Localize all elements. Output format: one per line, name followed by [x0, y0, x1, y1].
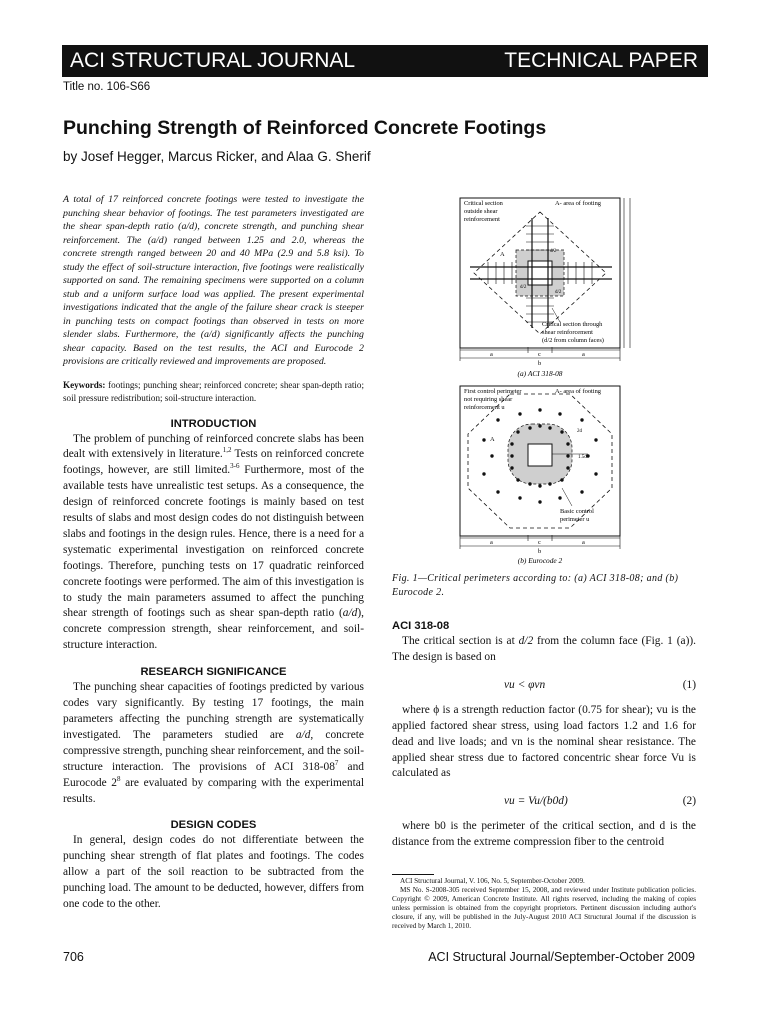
- fig-b-2d: 2d: [577, 429, 582, 434]
- fig-a-dim-b: b: [538, 360, 542, 367]
- fig-a-caption: (a) ACI 318-08: [517, 369, 563, 378]
- figure-1b-eurocode: [460, 386, 620, 565]
- fig-b-first-control-3: reinforcement u: [464, 404, 505, 411]
- figure-1a-aci: [460, 198, 630, 378]
- design-codes-heading: DESIGN CODES: [170, 819, 257, 832]
- fig-a-dim-a-right: a: [582, 351, 585, 358]
- aci-paragraph-1: The critical section is at d/2 from the column face (Fig. 1 (a)). The design is based on: [392, 635, 696, 663]
- fig-a-dim-a-left: a: [490, 351, 493, 358]
- page-footer: [63, 950, 695, 964]
- fig-b-dim-a-left: a: [490, 539, 493, 546]
- aci-paragraph-2: where ϕ is a strength reduction factor (0.75 for shear); vu is the applied factored shear stress, using load factors 1.2 and 1.6 for dead and live loads; and vn is the nominal shear resistance. The applied shear stress due to factored concentric shear force Vu is calculated as: [392, 703, 696, 780]
- authors: by Josef Hegger, Marcus Ricker, and Alaa G. Sherif: [63, 149, 371, 164]
- introduction-paragraph: The problem of punching of reinforced concrete slabs has been dealt with extensively in literature.$^{1,2}$ Tests on reinforced concrete footings, however, are still limited.$^{3-6}$ Furthermore, most of the available tests have unrealistic test setups. As a consequence, the design of reinforced concrete footings is mainly based on test results of slabs and most design codes do not distinguish between slabs and footings in the design rules. Hence, there is a need for a systematic experimental investigation on reinforced concrete footings. Therefore, punching tests on 17 quadratic reinforced concrete footings were performed. The aim of this investigation is to study the main parameters assumed to affect the punching shear strength of footings such as shear span-depth ratio (a/d), concrete compression strength, shear reinforcement, and soil-structure interaction.: [63, 432, 364, 652]
- equation-2-number: (2): [682, 795, 696, 808]
- aci-heading: ACI 318-08: [392, 620, 450, 632]
- fig-b-caption: (b) Eurocode 2: [517, 556, 563, 565]
- equation-1: [392, 679, 696, 691]
- fig-b-basic-control-2: perimeter u: [560, 516, 590, 523]
- journal-banner: [62, 45, 708, 77]
- fig-a-dim-c: c: [538, 351, 541, 358]
- fig-a-critical-through-2: shear reinforcement: [542, 329, 593, 336]
- left-column: [63, 193, 364, 913]
- fig-a-critical-outside-3: reinforcement: [464, 216, 500, 223]
- fig-a-d2-3: d/2: [555, 290, 562, 295]
- fig-b-ac-label: A: [490, 436, 495, 443]
- fig-b-dim-a-right: a: [582, 539, 585, 546]
- fig-a-d2-1: d/2: [550, 249, 557, 254]
- fig-a-d2-2: d/2: [520, 285, 527, 290]
- research-significance-paragraph: The punching shear capacities of footings predicted by various codes vary significantly. By testing 17 footings, the main parameters affecting the punching strength are systematically investigated. The parameters studied are a/d, concrete compressive strength, punching shear reinforcement, and the soil-structure interaction. The provisions of ACI $318-08^7$ and Eurocode $2^8$ are evaluated by comparing with the experimental results.: [63, 681, 365, 805]
- equation-2: [392, 795, 696, 807]
- research-significance-heading: RESEARCH SIGNIFICANCE: [140, 666, 287, 679]
- keywords-text: footings; punching shear; reinforced concrete; shear span-depth ratio; soil pressure redistribution; soil-structure interaction.: [63, 379, 364, 403]
- introduction-heading: INTRODUCTION: [170, 417, 257, 430]
- fig-b-15d: 1.5d: [578, 455, 587, 460]
- fig-b-dim-c: c: [538, 539, 541, 546]
- abstract: A total of 17 reinforced concrete footings were tested to investigate the punching shear behavior of footings. The test parameters investigated are the shear span-depth ratio (a/d), concrete strength, and punching shear reinforcement. The (a/d) ranged between 1.25 and 2.0, whereas the concrete strength ranged between 20 and 40 MPa (2.9 and 5.8 ksi). To study the effect of soil-structure interaction, five footings were realistically supported on sand. The remaining specimens were supported on a column stub and a uniform surface load was applied. The present experimental investigations indicated that the angle of the failure shear crack is steeper in punching tests on compact footings than observed in tests on more slender slabs. Furthermore, the (a/d) significantly affects the punching shear capacity. Based on the test results, the ACI and Eurocode 2 provisions are critically reviewed and improvements are proposed.: [63, 194, 364, 367]
- fig-b-dim-b: b: [538, 548, 542, 555]
- equation-1-expr: vu < φvn: [504, 678, 546, 691]
- footnote-line-1: ACI Structural Journal, V. 106, No. 5, September-October 2009.: [400, 877, 585, 885]
- footnote-rule: [392, 874, 434, 875]
- design-codes-paragraph: In general, design codes do not differentiate between the punching shear strength of flat plates and footings. The codes allow a part of the soil reaction to be subtracted from the punching load. The amount to be deducted, however, differs from one code to the other.: [63, 834, 364, 911]
- keywords-label: Keywords:: [63, 379, 106, 390]
- fig-b-first-control-1: First control perimeter: [464, 388, 522, 395]
- aci-paragraph-3: where b0 is the perimeter of the critical section, and d is the distance from the extreme compression fiber to the centroid: [392, 820, 696, 849]
- equation-2-expr: vu = Vu/(b0d): [504, 795, 568, 808]
- column-b: [528, 444, 552, 466]
- right-column: [392, 620, 696, 851]
- footnote: [392, 877, 696, 932]
- fig-a-area-label: A- area of footing: [555, 200, 601, 207]
- fig-b-basic-control-1: Basic control: [560, 508, 594, 515]
- fig-b-area-label: A- area of footing: [555, 388, 601, 395]
- journal-name: ACI STRUCTURAL JOURNAL: [70, 49, 356, 72]
- equation-1-number: (1): [682, 678, 696, 691]
- keywords: [63, 379, 364, 406]
- figure-1: [392, 188, 696, 608]
- fig-b-first-control-2: not requiring shear: [464, 396, 513, 403]
- page-number: 706: [63, 950, 84, 964]
- paper-type: TECHNICAL PAPER: [504, 49, 698, 72]
- title-number: Title no. 106-S66: [63, 81, 151, 93]
- fig-a-critical-through-1: Critical section through: [542, 321, 603, 328]
- fig-a-critical-outside-2: outside shear: [464, 208, 498, 215]
- fig-a-critical-outside-1: Critical section: [464, 200, 503, 207]
- fig-a-critical-through-3: (d/2 from column faces): [542, 337, 604, 344]
- figure-caption: Fig. 1—Critical perimeters according to: (a) ACI 318-08; and (b) Eurocode 2.: [392, 573, 679, 598]
- footnote-line-2: MS No. S-2008-305 received September 15, 2008, and reviewed under Institute publication policies. Copyright © 2009, American Concrete Institute. All rights reserved, including the making of copies unless permission is obtained from the copyright proprietors. Pertinent discussion including author's closure, if any, will be published in the July-August 2010 ACI Structural Journal if the discussion is received by March 1, 2010.: [392, 886, 696, 931]
- fig-a-ac-label: A: [500, 251, 505, 258]
- footer-journal: ACI Structural Journal/September-October 2009: [428, 950, 695, 964]
- paper-title: Punching Strength of Reinforced Concrete Footings: [63, 117, 547, 139]
